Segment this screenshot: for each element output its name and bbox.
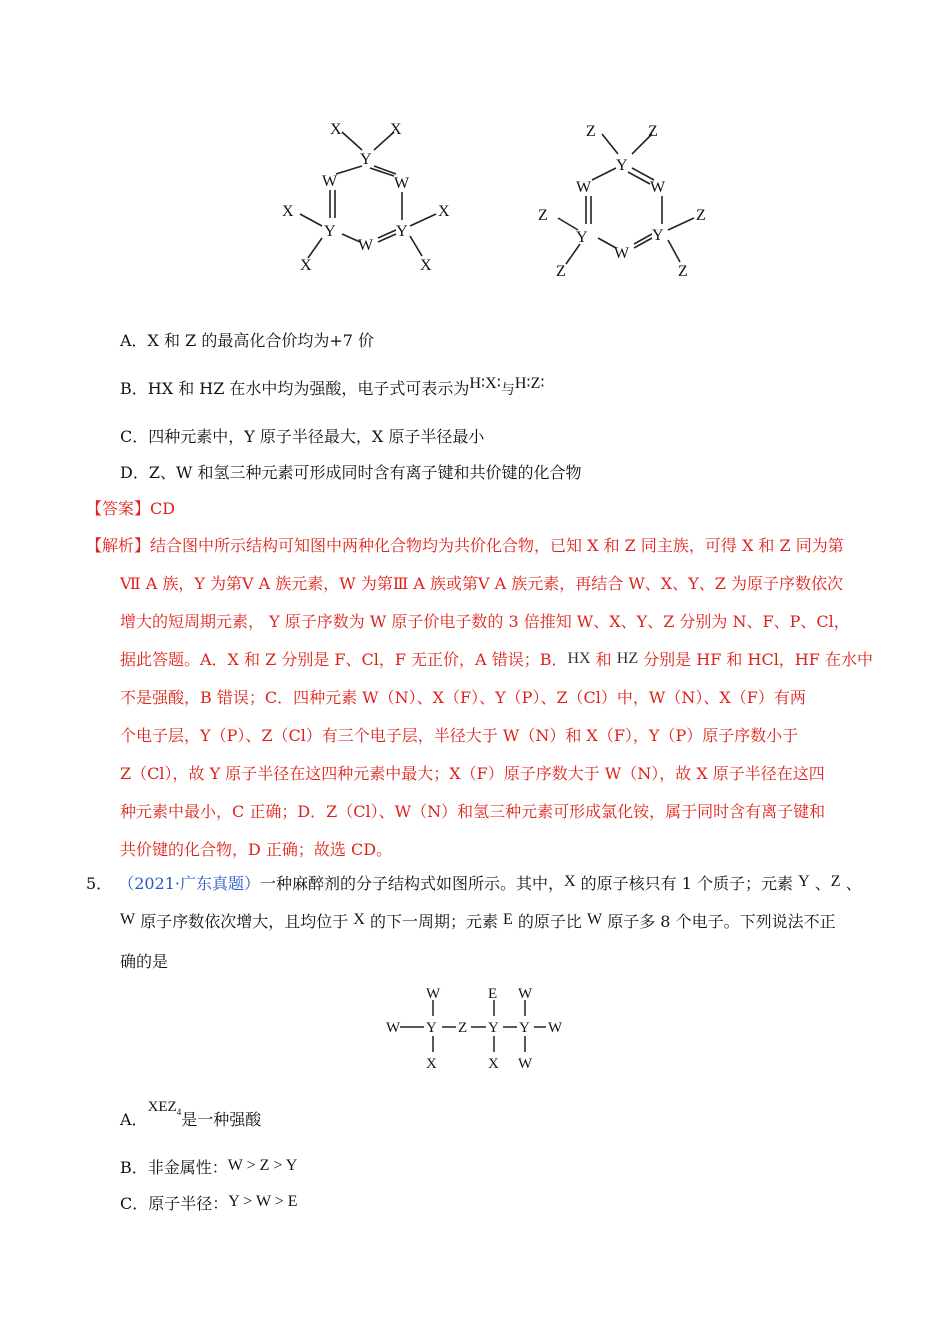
question-text-2b: 的下一周期；元素: [364, 912, 504, 931]
right-y-top: Y: [616, 157, 628, 174]
left-y-right: Y: [396, 223, 408, 240]
chain-z: Z: [458, 1020, 468, 1036]
left-x-top-1: X: [330, 121, 342, 138]
bottom-x-2: X: [488, 1056, 499, 1072]
chain-w-right: W: [548, 1020, 563, 1036]
question-5-line-1: [86, 874, 862, 895]
answer-label: 【答案】: [86, 499, 151, 518]
analysis-line-3: 增大的短周期元素， Y 原子序数为 W 原子价电子数的 3 倍推知 W、X、Y、Z 分别为 N、F、P、Cl，: [120, 612, 850, 631]
option-5a-prefix: A．: [120, 1110, 148, 1129]
symbol-z: Z: [830, 873, 841, 890]
analysis-text-4a: 据此答题。A．X 和 Z 分别是 F、Cl，F 无正价，A 错误；B．: [120, 650, 568, 669]
left-x-left-2: X: [300, 257, 312, 274]
analysis-line-1: [86, 536, 844, 556]
right-w-right: W: [650, 179, 666, 196]
symbol-e: E: [503, 911, 513, 928]
right-y-left: Y: [576, 229, 588, 246]
analysis-line-2: Ⅶ A 族，Y 为第Ⅴ A 族元素，W 为第Ⅲ A 族或第Ⅴ A 族元素，再结合 W、X、Y、Z 为原子序数依次: [120, 574, 843, 593]
formula-xez4-sub: 4: [176, 1107, 182, 1117]
left-w-left: W: [322, 173, 338, 190]
answer-value: CD: [150, 499, 176, 518]
right-w-left: W: [576, 179, 592, 196]
bottom-w: W: [518, 1056, 533, 1072]
left-x-right-1: X: [438, 203, 450, 220]
symbol-x: X: [564, 873, 576, 890]
right-w-bottom: W: [614, 245, 630, 262]
option-5b: [120, 1158, 297, 1179]
left-y-left: Y: [324, 223, 336, 240]
option-b-connector: 与: [500, 382, 515, 398]
question-source: （2021·广东真题）: [126, 874, 260, 893]
left-y-top: Y: [360, 151, 372, 168]
symbol-y: Y: [798, 873, 810, 890]
ring-structure-figure: [270, 110, 720, 285]
option-c: C．四种元素中，Y 原子半径最大，X 原子半径最小: [120, 427, 485, 446]
right-z-top-2: Z: [648, 123, 658, 140]
symbol-x-2: X: [353, 911, 365, 928]
molecule-structure-figure: [380, 982, 580, 1072]
question-text-2c: 的原子比: [512, 912, 588, 931]
question-text-1b: 的原子核只有 1 个质子；元素: [575, 874, 799, 893]
top-w-1: W: [426, 986, 441, 1002]
answer-line: [86, 499, 175, 519]
top-e: E: [488, 986, 498, 1002]
analysis-label: 【解析】: [86, 536, 151, 555]
formula-hz: HZ: [616, 650, 639, 667]
formula-radius-order: Y > W > E: [228, 1193, 298, 1210]
formula-xez4-main: XEZ: [147, 1099, 177, 1115]
formula-nonmetal-order: W > Z > Y: [227, 1157, 298, 1174]
analysis-line-5: 不是强酸，B 错误；C．四种元素 W（N）、X（F）、Y（P）、Z（Cl）中，W（N）、X（F）有两: [120, 688, 806, 707]
question-text-1a: 一种麻醉剂的分子结构式如图所示。其中，: [260, 874, 565, 893]
top-w-2: W: [518, 986, 533, 1002]
analysis-text-4c: 和: [590, 650, 617, 669]
chain-y-3: Y: [519, 1020, 530, 1036]
analysis-line-4: [120, 650, 873, 671]
formula-hx: HX: [567, 650, 591, 667]
option-b-text: B．HX 和 HZ 在水中均为强酸，电子式可表示为: [120, 379, 470, 398]
option-5b-prefix: B．非金属性：: [120, 1158, 228, 1177]
left-x-top-2: X: [390, 121, 402, 138]
option-d: D．Z、W 和氢三种元素可形成同时含有离子键和共价键的化合物: [120, 463, 582, 482]
formula-xez4: [148, 1099, 182, 1115]
question-number: 5．: [86, 874, 113, 893]
right-y-right: Y: [652, 227, 664, 244]
option-5a: [120, 1099, 262, 1136]
right-z-top-1: Z: [586, 123, 596, 140]
option-5c: [120, 1194, 298, 1215]
left-x-left-1: X: [282, 203, 294, 220]
right-z-right-1: Z: [696, 207, 706, 224]
left-x-right-2: X: [420, 257, 432, 274]
option-5c-prefix: C．原子半径：: [120, 1194, 229, 1213]
question-5-line-3: 确的是: [120, 952, 169, 971]
left-w-bottom: W: [358, 237, 374, 254]
right-z-right-2: Z: [678, 263, 688, 280]
symbol-w: W: [120, 911, 136, 928]
option-a: A．X 和 Z 的最高化合价均为+7 价: [120, 331, 374, 350]
analysis-line-9: 共价键的化合物，D 正确；故选 CD。: [120, 840, 393, 859]
left-w-right: W: [394, 175, 410, 192]
symbol-w-2: W: [587, 911, 603, 928]
right-z-left-2: Z: [556, 263, 566, 280]
separator-2: 、: [840, 874, 862, 893]
question-text-2d: 原子多 8 个电子。下列说法不正: [602, 912, 836, 931]
analysis-line-7: Z（Cl），故 Y 原子半径在这四种元素中最大；X（F）原子序数大于 W（N），故 X 原子半径在这四: [120, 764, 825, 783]
chain-w-left: W: [386, 1020, 401, 1036]
analysis-text-1: 结合图中所示结构可知图中两种化合物均为共价化合物，已知 X 和 Z 同主族，可得 X 和 Z 同为第: [150, 536, 844, 555]
analysis-line-6: 个电子层，Y（P）、Z（Cl）有三个电子层，半径大于 W（N）和 X（F），Y（P）原子序数小于: [120, 726, 799, 745]
chain-y-1: Y: [426, 1020, 437, 1036]
question-5-line-2: [120, 912, 836, 933]
option-b: [120, 375, 545, 400]
question-text-2a: 原子序数依次增大，且均位于: [135, 912, 354, 931]
option-5a-text: 是一种强酸: [181, 1110, 262, 1129]
electron-formula-hx: H∶X∶: [469, 375, 501, 392]
bottom-x-1: X: [426, 1056, 437, 1072]
separator-1: 、: [809, 874, 831, 893]
chain-y-2: Y: [488, 1020, 499, 1036]
analysis-text-4e: 分别是 HF 和 HCl，HF 在水中: [638, 650, 873, 669]
electron-formula-hz: H∶Z∶: [514, 375, 545, 392]
analysis-line-8: 种元素中最小，C 正确；D．Z（Cl）、W（N）和氢三种元素可形成氯化铵，属于同时含有离子键和: [120, 802, 826, 821]
right-z-left-1: Z: [538, 207, 548, 224]
